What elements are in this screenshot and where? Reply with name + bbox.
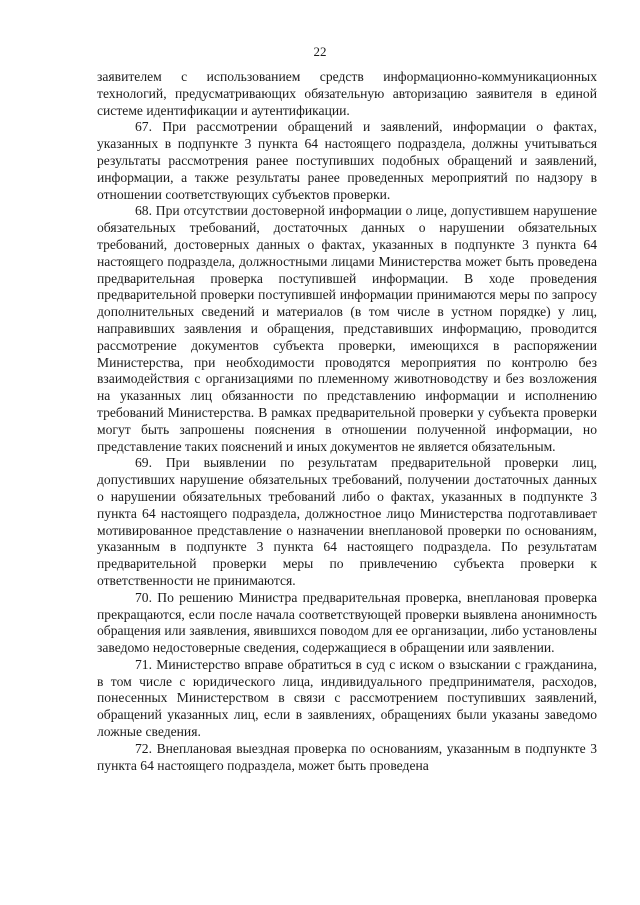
paragraph-continuation: заявителем с использованием средств информационно-коммуникационных технологий, предусматривающих обязательную авторизацию заявителя в единой системе идентификации и аутентификации. — [97, 69, 597, 118]
paragraph-71: 71. Министерство вправе обратиться в суд с иском о взыскании с гражданина, в том числе с юридического лица, индивидуального предпринимателя, расходов, понесенных Министерством в связи с рассмотрением поступивших заявлений, обращений указанных лиц, если в заявлениях, обращениях были указаны заведомо ложные сведения. — [97, 656, 597, 740]
paragraph-67: 67. При рассмотрении обращений и заявлений, информации о фактах, указанных в подпункте 3 пункта 64 настоящего подраздела, должны учитываться результаты рассмотрения ранее поступивших подобных обращений и заявлений, информации, а также результаты ранее проведенных мероприятий по надзору в отношении соответствующих субъектов проверки. — [97, 119, 597, 202]
paragraph-70: 70. По решению Министра предварительная проверка, внеплановая проверка прекращаются, если после начала соответствующей проверки выявлена анонимность обращения или заявления, явившихся поводом для ее организации, либо установлены заведомо недостоверные сведения, содержащиеся в обращении или заявлении. — [97, 589, 597, 656]
paragraph-68: 68. При отсутствии достоверной информации о лице, допустившем нарушение обязательных требований, достаточных данных о нарушении обязательных требований, достоверных данных о фактах, указанных в подпункте 3 пункта 64 настоящего подраздела, должностными лицами Министерства может быть проведена предварительная проверка поступившей информации. В ходе проведения предварительной проверки поступившей информации принимаются меры по запросу дополнительных сведений и материалов (в том числе в устном порядке) у лиц, направивших заявления и обращения, представивших информацию, проводится рассмотрение документов субъекта проверки, имеющихся в распоряжении Министерства, при необходимости проводятся мероприятия по контролю без взаимодействия с организациями по племенному животноводству и без возложения на указанных лиц обязанности по представлению информации и исполнению требований Министерства. В рамках предварительной проверки у субъекта проверки могут быть запрошены пояснения в отношении полученной информации, но представление таких пояснений и иных документов не является обязательным. — [97, 203, 597, 454]
page-number: 22 — [313, 44, 327, 59]
document-body — [97, 69, 597, 774]
paragraph-69: 69. При выявлении по результатам предварительной проверки лиц, допустивших нарушение обязательных требований, получении достаточных данных о нарушении обязательных требований либо о фактах, указанных в подпункте 3 пункта 64 настоящего подраздела, должностное лицо Министерства подготавливает мотивированное представление о назначении внеплановой проверки по основаниям, указанным в подпункте 3 пункта 64 настоящего подраздела. По результатам предварительной проверки меры по привлечению субъекта проверки к ответственности не принимаются. — [97, 455, 597, 588]
paragraph-72: 72. Внеплановая выездная проверка по основаниям, указанным в подпункте 3 пункта 64 настоящего подраздела, может быть проведена — [97, 740, 597, 773]
